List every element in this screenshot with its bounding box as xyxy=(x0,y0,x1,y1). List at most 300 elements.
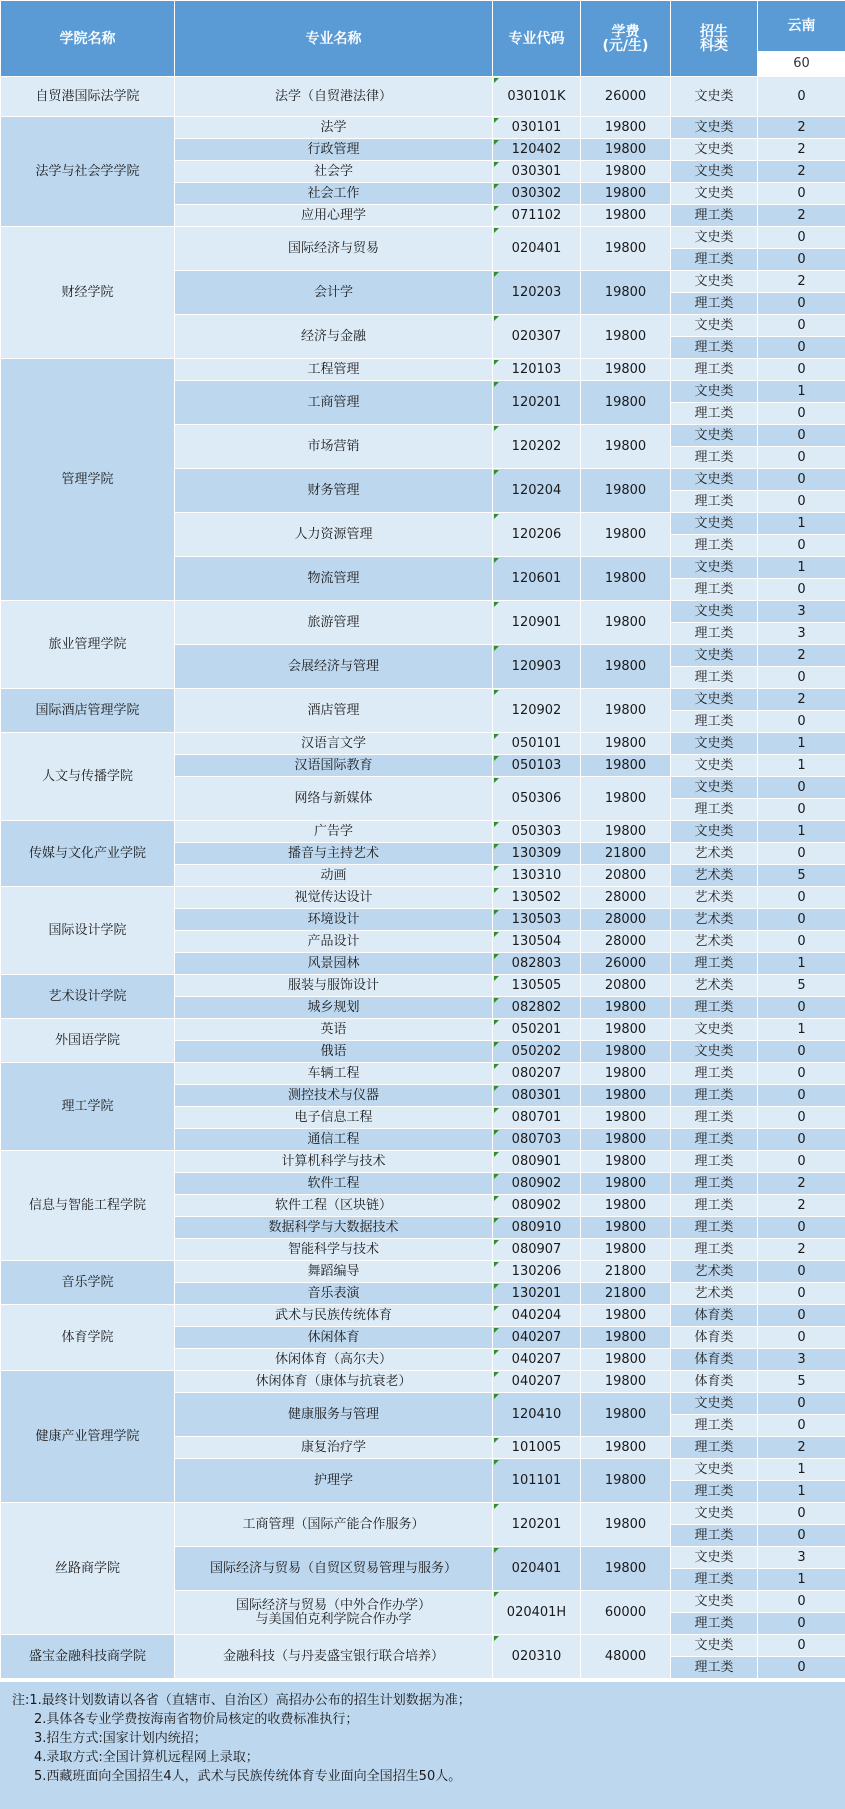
major-code: 040207 xyxy=(493,1327,581,1349)
admission-category: 理工类 xyxy=(671,579,758,601)
major-name: 人力资源管理 xyxy=(175,513,493,557)
admission-category: 理工类 xyxy=(671,1415,758,1437)
table-row xyxy=(1,1063,845,1085)
admission-category: 理工类 xyxy=(671,1107,758,1129)
major-code: 130502 xyxy=(493,887,581,909)
table-row xyxy=(1,1503,845,1525)
major-name: 舞蹈编导 xyxy=(175,1261,493,1283)
header-code: 专业代码 xyxy=(493,1,581,77)
admission-category: 文史类 xyxy=(671,139,758,161)
major-name: 通信工程 xyxy=(175,1129,493,1151)
plan-count: 1 xyxy=(758,1569,845,1591)
major-name: 康复治疗学 xyxy=(175,1437,493,1459)
admission-category: 理工类 xyxy=(671,1217,758,1239)
admission-category: 理工类 xyxy=(671,1195,758,1217)
plan-count: 1 xyxy=(758,557,845,579)
plan-count: 0 xyxy=(758,1591,845,1613)
major-code: 050303 xyxy=(493,821,581,843)
plan-count: 0 xyxy=(758,1261,845,1283)
major-name: 武术与民族传统体育 xyxy=(175,1305,493,1327)
note-line: 3.招生方式:国家计划内统招； xyxy=(34,1731,207,1746)
admission-category: 理工类 xyxy=(671,205,758,227)
college-name: 丝路商学院 xyxy=(1,1503,175,1635)
plan-count: 0 xyxy=(758,249,845,271)
plan-count: 1 xyxy=(758,1459,845,1481)
college-name: 管理学院 xyxy=(1,359,175,601)
major-code: 030301 xyxy=(493,161,581,183)
major-name: 视觉传达设计 xyxy=(175,887,493,909)
tuition-fee: 19800 xyxy=(581,755,671,777)
admission-category: 文史类 xyxy=(671,1459,758,1481)
college-name: 盛宝金融科技商学院 xyxy=(1,1635,175,1679)
plan-count: 5 xyxy=(758,865,845,887)
plan-count: 0 xyxy=(758,799,845,821)
plan-count: 1 xyxy=(758,821,845,843)
header-cat-line1: 招生 xyxy=(700,23,728,40)
plan-count: 2 xyxy=(758,689,845,711)
table-row xyxy=(1,117,845,139)
tuition-fee: 19800 xyxy=(581,1129,671,1151)
plan-count: 0 xyxy=(758,843,845,865)
major-code: 020401 xyxy=(493,227,581,271)
admission-category: 文史类 xyxy=(671,469,758,491)
college-name: 传媒与文化产业学院 xyxy=(1,821,175,887)
college-name: 健康产业管理学院 xyxy=(1,1371,175,1503)
tuition-fee: 28000 xyxy=(581,931,671,953)
admission-category: 体育类 xyxy=(671,1305,758,1327)
admission-category: 理工类 xyxy=(671,249,758,271)
major-code: 050103 xyxy=(493,755,581,777)
admission-category: 理工类 xyxy=(671,1151,758,1173)
major-code: 101101 xyxy=(493,1459,581,1503)
header-province: 云南 xyxy=(758,1,845,52)
college-name: 旅业管理学院 xyxy=(1,601,175,689)
admission-category: 理工类 xyxy=(671,997,758,1019)
admission-category: 艺术类 xyxy=(671,1261,758,1283)
plan-count: 2 xyxy=(758,205,845,227)
major-name: 法学 xyxy=(175,117,493,139)
major-code: 030302 xyxy=(493,183,581,205)
plan-count: 2 xyxy=(758,1173,845,1195)
major-name: 环境设计 xyxy=(175,909,493,931)
tuition-fee: 19800 xyxy=(581,1173,671,1195)
header-fee-line2: (元/生) xyxy=(602,37,649,54)
tuition-fee: 19800 xyxy=(581,733,671,755)
table-row xyxy=(1,1371,845,1393)
admission-category: 艺术类 xyxy=(671,975,758,997)
admission-category: 文史类 xyxy=(671,513,758,535)
table-row xyxy=(1,1261,845,1283)
major-code: 020310 xyxy=(493,1635,581,1679)
table-row xyxy=(1,733,845,755)
admission-category: 文史类 xyxy=(671,1019,758,1041)
major-name: 车辆工程 xyxy=(175,1063,493,1085)
table-row xyxy=(1,1019,845,1041)
admission-category: 文史类 xyxy=(671,315,758,337)
plan-count: 0 xyxy=(758,1041,845,1063)
major-name-line1: 国际经济与贸易（中外合作办学） xyxy=(235,1597,431,1613)
major-code: 120402 xyxy=(493,139,581,161)
admission-category: 理工类 xyxy=(671,953,758,975)
major-code: 050101 xyxy=(493,733,581,755)
admission-category: 理工类 xyxy=(671,1129,758,1151)
plan-count: 0 xyxy=(758,77,845,117)
major-name: 护理学 xyxy=(175,1459,493,1503)
plan-count: 0 xyxy=(758,337,845,359)
note-line: 2.具体各专业学费按海南省物价局核定的收费标准执行； xyxy=(34,1712,359,1727)
major-name: 国际经济与贸易 xyxy=(175,227,493,271)
major-code: 040204 xyxy=(493,1305,581,1327)
plan-count: 0 xyxy=(758,227,845,249)
tuition-fee: 19800 xyxy=(581,139,671,161)
major-code: 050201 xyxy=(493,1019,581,1041)
plan-count: 0 xyxy=(758,293,845,315)
tuition-fee: 19800 xyxy=(581,1041,671,1063)
major-code: 130310 xyxy=(493,865,581,887)
tuition-fee: 19800 xyxy=(581,1085,671,1107)
college-name: 体育学院 xyxy=(1,1305,175,1371)
plan-count: 1 xyxy=(758,953,845,975)
admission-category: 理工类 xyxy=(671,1085,758,1107)
admission-category: 文史类 xyxy=(671,1591,758,1613)
admission-category: 文史类 xyxy=(671,183,758,205)
plan-count: 0 xyxy=(758,403,845,425)
major-name: 工商管理（国际产能合作服务） xyxy=(175,1503,493,1547)
table-row xyxy=(1,227,845,249)
plan-count: 0 xyxy=(758,887,845,909)
major-name: 经济与金融 xyxy=(175,315,493,359)
major-name: 会计学 xyxy=(175,271,493,315)
major-code: 082803 xyxy=(493,953,581,975)
table-row xyxy=(1,689,845,711)
major-code: 130504 xyxy=(493,931,581,953)
tuition-fee: 26000 xyxy=(581,953,671,975)
admission-category: 文史类 xyxy=(671,557,758,579)
admission-category: 理工类 xyxy=(671,359,758,381)
major-code: 130201 xyxy=(493,1283,581,1305)
tuition-fee: 19800 xyxy=(581,1107,671,1129)
admission-category: 文史类 xyxy=(671,1503,758,1525)
admission-category: 文史类 xyxy=(671,1041,758,1063)
admission-category: 理工类 xyxy=(671,667,758,689)
admission-category: 理工类 xyxy=(671,1063,758,1085)
tuition-fee: 19800 xyxy=(581,821,671,843)
admission-category: 文史类 xyxy=(671,755,758,777)
major-code: 050306 xyxy=(493,777,581,821)
admission-category: 理工类 xyxy=(671,1239,758,1261)
admission-category: 理工类 xyxy=(671,293,758,315)
plan-count: 0 xyxy=(758,1635,845,1657)
admission-category: 文史类 xyxy=(671,227,758,249)
major-code: 020401 xyxy=(493,1547,581,1591)
tuition-fee: 19800 xyxy=(581,359,671,381)
admission-category: 文史类 xyxy=(671,271,758,293)
major-name: 市场营销 xyxy=(175,425,493,469)
tuition-fee: 19800 xyxy=(581,601,671,645)
major-code: 120902 xyxy=(493,689,581,733)
tuition-fee: 19800 xyxy=(581,557,671,601)
major-name: 风景园林 xyxy=(175,953,493,975)
plan-count: 2 xyxy=(758,161,845,183)
table-row xyxy=(1,359,845,381)
table-row xyxy=(1,601,845,623)
tuition-fee: 21800 xyxy=(581,843,671,865)
major-name xyxy=(175,1591,493,1635)
admission-category: 理工类 xyxy=(671,1613,758,1635)
plan-count: 1 xyxy=(758,381,845,403)
major-name: 英语 xyxy=(175,1019,493,1041)
admission-category: 体育类 xyxy=(671,1371,758,1393)
major-name: 社会学 xyxy=(175,161,493,183)
major-name: 计算机科学与技术 xyxy=(175,1151,493,1173)
tuition-fee: 19800 xyxy=(581,183,671,205)
major-code: 020307 xyxy=(493,315,581,359)
tuition-fee: 19800 xyxy=(581,1217,671,1239)
major-name: 软件工程 xyxy=(175,1173,493,1195)
admission-category: 理工类 xyxy=(671,711,758,733)
table-row xyxy=(1,1151,845,1173)
admission-category: 理工类 xyxy=(671,1173,758,1195)
major-name: 软件工程（区块链） xyxy=(175,1195,493,1217)
major-name: 休闲体育 xyxy=(175,1327,493,1349)
admission-category: 理工类 xyxy=(671,1657,758,1679)
admission-category: 理工类 xyxy=(671,447,758,469)
college-name: 法学与社会学学院 xyxy=(1,117,175,227)
major-name: 测控技术与仪器 xyxy=(175,1085,493,1107)
tuition-fee: 19800 xyxy=(581,315,671,359)
tuition-fee: 48000 xyxy=(581,1635,671,1679)
plan-count: 0 xyxy=(758,1613,845,1635)
major-name: 服装与服饰设计 xyxy=(175,975,493,997)
major-code: 030101 xyxy=(493,117,581,139)
major-name: 数据科学与大数据技术 xyxy=(175,1217,493,1239)
major-name: 音乐表演 xyxy=(175,1283,493,1305)
major-code: 080301 xyxy=(493,1085,581,1107)
admission-category: 文史类 xyxy=(671,117,758,139)
major-code: 120204 xyxy=(493,469,581,513)
major-name: 网络与新媒体 xyxy=(175,777,493,821)
tuition-fee: 19800 xyxy=(581,1305,671,1327)
note-line: 5.西藏班面向全国招生4人，武术与民族传统体育专业面向全国招生50人。 xyxy=(34,1769,462,1784)
major-name: 汉语言文学 xyxy=(175,733,493,755)
major-name: 汉语国际教育 xyxy=(175,755,493,777)
major-name: 酒店管理 xyxy=(175,689,493,733)
college-name: 自贸港国际法学院 xyxy=(1,77,175,117)
admission-category: 文史类 xyxy=(671,77,758,117)
tuition-fee: 19800 xyxy=(581,513,671,557)
major-name: 产品设计 xyxy=(175,931,493,953)
admission-category: 理工类 xyxy=(671,1525,758,1547)
plan-count: 0 xyxy=(758,1525,845,1547)
college-name: 信息与智能工程学院 xyxy=(1,1151,175,1261)
college-name: 音乐学院 xyxy=(1,1261,175,1305)
major-code: 130503 xyxy=(493,909,581,931)
admission-category: 艺术类 xyxy=(671,865,758,887)
plan-count: 0 xyxy=(758,711,845,733)
admission-category: 文史类 xyxy=(671,821,758,843)
major-code: 080901 xyxy=(493,1151,581,1173)
major-name: 休闲体育（高尔夫） xyxy=(175,1349,493,1371)
tuition-fee: 19800 xyxy=(581,1349,671,1371)
major-code: 120901 xyxy=(493,601,581,645)
tuition-fee: 19800 xyxy=(581,1195,671,1217)
major-code: 080907 xyxy=(493,1239,581,1261)
admission-category: 理工类 xyxy=(671,623,758,645)
major-name: 俄语 xyxy=(175,1041,493,1063)
plan-count: 0 xyxy=(758,1503,845,1525)
plan-count: 2 xyxy=(758,271,845,293)
major-name: 智能科学与技术 xyxy=(175,1239,493,1261)
plan-count: 0 xyxy=(758,1063,845,1085)
plan-count: 3 xyxy=(758,1547,845,1569)
plan-count: 0 xyxy=(758,469,845,491)
plan-count: 1 xyxy=(758,733,845,755)
plan-count: 0 xyxy=(758,997,845,1019)
major-code: 080701 xyxy=(493,1107,581,1129)
plan-count: 0 xyxy=(758,1305,845,1327)
table-row xyxy=(1,887,845,909)
plan-count: 0 xyxy=(758,425,845,447)
plan-count: 3 xyxy=(758,623,845,645)
major-code: 080207 xyxy=(493,1063,581,1085)
college-name: 艺术设计学院 xyxy=(1,975,175,1019)
major-name: 城乡规划 xyxy=(175,997,493,1019)
tuition-fee: 19800 xyxy=(581,1547,671,1591)
tuition-fee: 19800 xyxy=(581,1503,671,1547)
major-name: 会展经济与管理 xyxy=(175,645,493,689)
plan-count: 0 xyxy=(758,447,845,469)
admission-category: 文史类 xyxy=(671,425,758,447)
major-name: 电子信息工程 xyxy=(175,1107,493,1129)
plan-count: 0 xyxy=(758,1327,845,1349)
plan-count: 0 xyxy=(758,579,845,601)
college-name: 理工学院 xyxy=(1,1063,175,1151)
plan-count: 0 xyxy=(758,1283,845,1305)
tuition-fee: 26000 xyxy=(581,77,671,117)
admission-category: 文史类 xyxy=(671,777,758,799)
notes-section xyxy=(0,1682,845,1809)
plan-count: 3 xyxy=(758,1349,845,1371)
table-row xyxy=(1,77,845,117)
plan-count: 0 xyxy=(758,359,845,381)
major-code: 040207 xyxy=(493,1349,581,1371)
major-code: 040207 xyxy=(493,1371,581,1393)
tuition-fee: 19800 xyxy=(581,1151,671,1173)
major-code: 030101K xyxy=(493,77,581,117)
tuition-fee: 20800 xyxy=(581,975,671,997)
major-code: 120202 xyxy=(493,425,581,469)
plan-count: 0 xyxy=(758,1415,845,1437)
header-fee xyxy=(581,1,671,77)
tuition-fee: 19800 xyxy=(581,1239,671,1261)
plan-count: 0 xyxy=(758,1217,845,1239)
tuition-fee: 19800 xyxy=(581,381,671,425)
plan-count: 0 xyxy=(758,183,845,205)
tuition-fee: 20800 xyxy=(581,865,671,887)
tuition-fee: 19800 xyxy=(581,1393,671,1437)
table-row xyxy=(1,975,845,997)
admission-category: 理工类 xyxy=(671,1481,758,1503)
major-name: 旅游管理 xyxy=(175,601,493,645)
admission-category: 文史类 xyxy=(671,601,758,623)
admission-category: 文史类 xyxy=(671,161,758,183)
admission-category: 艺术类 xyxy=(671,843,758,865)
major-name: 社会工作 xyxy=(175,183,493,205)
tuition-fee: 21800 xyxy=(581,1283,671,1305)
tuition-fee: 19800 xyxy=(581,777,671,821)
admission-category: 理工类 xyxy=(671,1569,758,1591)
plan-count: 2 xyxy=(758,1239,845,1261)
major-name: 金融科技（与丹麦盛宝银行联合培养） xyxy=(175,1635,493,1679)
plan-count: 1 xyxy=(758,755,845,777)
major-name: 应用心理学 xyxy=(175,205,493,227)
admission-category: 理工类 xyxy=(671,535,758,557)
tuition-fee: 19800 xyxy=(581,1019,671,1041)
major-name: 财务管理 xyxy=(175,469,493,513)
plan-count: 0 xyxy=(758,1393,845,1415)
plan-count: 0 xyxy=(758,777,845,799)
header-row xyxy=(1,1,845,52)
admission-category: 艺术类 xyxy=(671,887,758,909)
plan-count: 0 xyxy=(758,1151,845,1173)
major-code: 120203 xyxy=(493,271,581,315)
plan-count: 2 xyxy=(758,645,845,667)
plan-count: 0 xyxy=(758,491,845,513)
tuition-fee: 19800 xyxy=(581,1459,671,1503)
admission-category: 文史类 xyxy=(671,381,758,403)
plan-count: 0 xyxy=(758,1657,845,1679)
tuition-fee: 19800 xyxy=(581,227,671,271)
major-code: 050202 xyxy=(493,1041,581,1063)
admission-category: 理工类 xyxy=(671,491,758,513)
plan-count: 5 xyxy=(758,1371,845,1393)
tuition-fee: 21800 xyxy=(581,1261,671,1283)
major-name: 健康服务与管理 xyxy=(175,1393,493,1437)
tuition-fee: 19800 xyxy=(581,469,671,513)
major-name: 动画 xyxy=(175,865,493,887)
major-code: 080910 xyxy=(493,1217,581,1239)
plan-count: 1 xyxy=(758,1481,845,1503)
admission-category: 体育类 xyxy=(671,1349,758,1371)
major-code: 120201 xyxy=(493,381,581,425)
major-name: 广告学 xyxy=(175,821,493,843)
major-name: 工商管理 xyxy=(175,381,493,425)
major-code: 130309 xyxy=(493,843,581,865)
major-code: 080703 xyxy=(493,1129,581,1151)
major-code: 080902 xyxy=(493,1195,581,1217)
table-row xyxy=(1,1635,845,1657)
table-body xyxy=(1,1,845,1679)
tuition-fee: 19800 xyxy=(581,1371,671,1393)
admission-category: 文史类 xyxy=(671,1635,758,1657)
header-category xyxy=(671,1,758,77)
major-name-line2: 与美国伯克利学院合作办学 xyxy=(255,1611,412,1627)
tuition-fee: 19800 xyxy=(581,1063,671,1085)
major-name: 播音与主持艺术 xyxy=(175,843,493,865)
admission-category: 文史类 xyxy=(671,1547,758,1569)
major-name: 休闲体育（康体与抗衰老） xyxy=(175,1371,493,1393)
college-name: 人文与传播学院 xyxy=(1,733,175,821)
admission-category: 文史类 xyxy=(671,733,758,755)
major-name: 物流管理 xyxy=(175,557,493,601)
tuition-fee: 19800 xyxy=(581,205,671,227)
tuition-fee: 60000 xyxy=(581,1591,671,1635)
plan-count: 0 xyxy=(758,931,845,953)
table-row xyxy=(1,821,845,843)
tuition-fee: 19800 xyxy=(581,425,671,469)
admission-category: 艺术类 xyxy=(671,909,758,931)
table-row xyxy=(1,1305,845,1327)
